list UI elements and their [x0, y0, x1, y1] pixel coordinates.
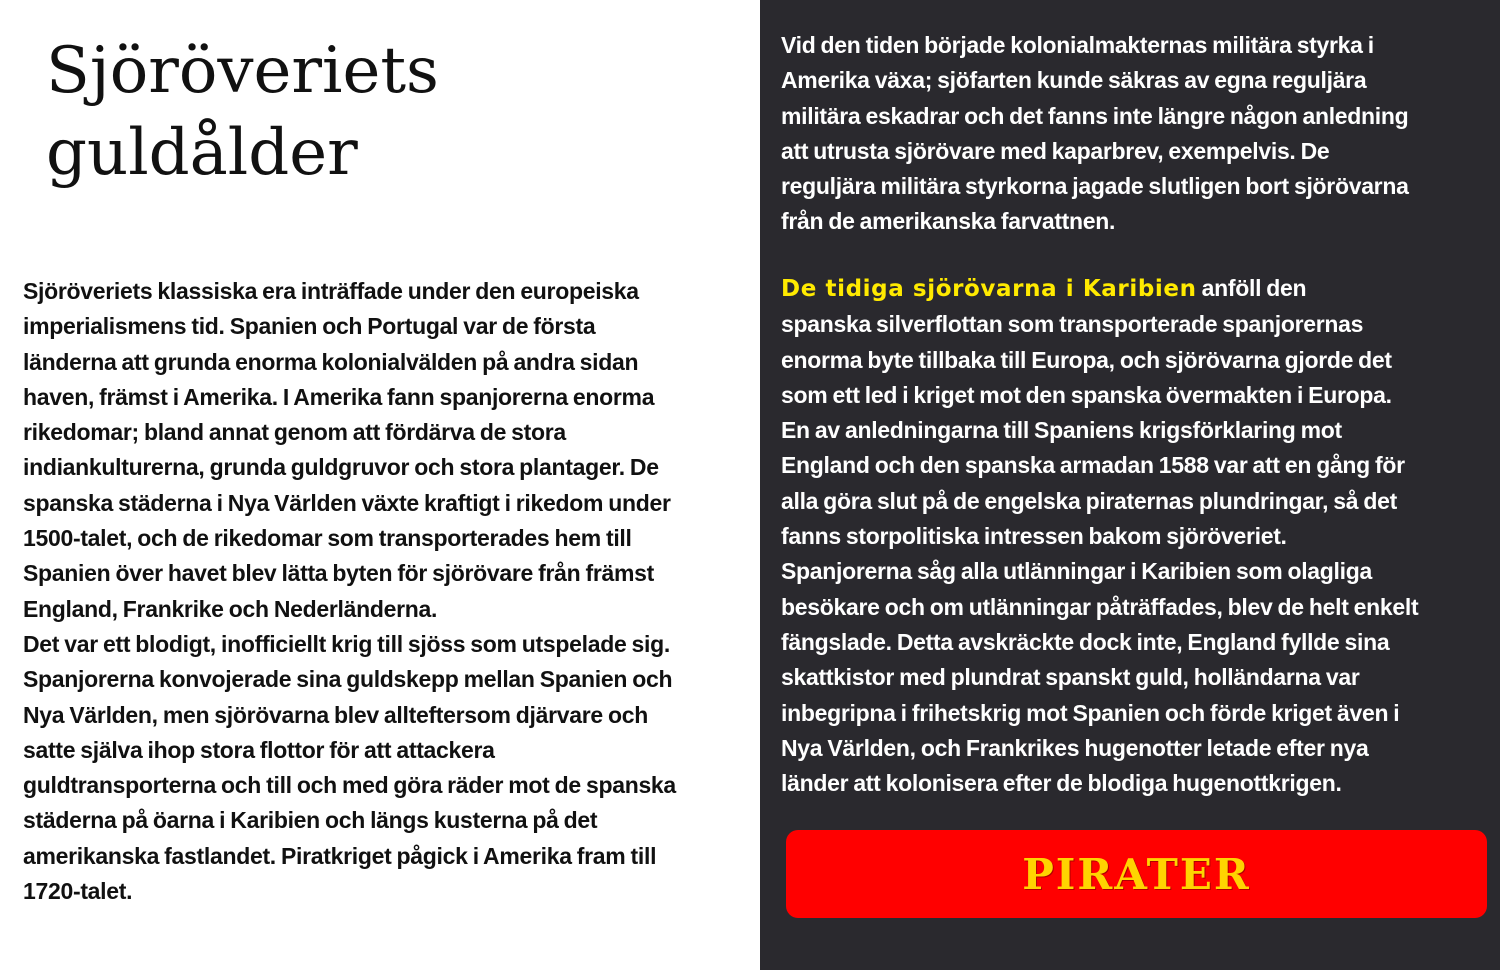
text-line: länderna att grunda enorma kolonialvälden på andra sidan: [23, 348, 639, 375]
highlight-line: [781, 271, 1418, 307]
text-line: länder att kolonisera efter de blodiga hugenottkrigen.: [781, 770, 1342, 797]
text-line: besökare och om utlänningar påträffades, blev de helt enkelt: [781, 593, 1419, 620]
text-line: satte själva ihop stora flottor för att attackera: [23, 736, 495, 763]
text-line: 1720-talet.: [23, 878, 133, 905]
text-line-rest: anföll den: [1196, 275, 1307, 301]
text-line: inbegripna i frihetskrig mot Spanien och förde kriget även i: [781, 699, 1400, 726]
text-line: fängslade. Detta avskräckte dock inte, England fyllde sina: [781, 628, 1390, 655]
text-line: 1500-talet, och de rikedomar som transporterades hem till: [23, 525, 632, 552]
left-article-text: [23, 274, 676, 909]
text-line: fanns storpolitiska intressen bakom sjöröveriet.: [781, 523, 1287, 550]
text-line: från de amerikanska farvattnen.: [781, 208, 1116, 235]
text-line: städerna på öarna i Karibien och längs kusterna på det: [23, 807, 598, 834]
text-line: amerikanska fastlandet. Piratkriget pågick i Amerika fram till: [23, 842, 657, 869]
text-line: indiankulturerna, grunda guldgruvor och stora plantager. De: [23, 454, 659, 481]
pirater-button[interactable]: [786, 830, 1487, 918]
text-line: Sjöröveriets klassiska era inträffade under den europeiska: [23, 278, 639, 304]
text-line: alla göra slut på de engelska piraternas plundringar, så det: [781, 487, 1397, 514]
text-line: skattkistor med plundrat spanskt guld, holländarna var: [781, 664, 1360, 691]
text-line: Spanjorerna konvojerade sina guldskepp mellan Spanien och: [23, 666, 673, 693]
text-line: rikedomar; bland annat genom att fördärva de stora: [23, 419, 566, 446]
text-line: Nya Världen, men sjörövarna blev allteftersom djärvare och: [23, 701, 648, 728]
text-line: England och den spanska armadan 1588 var att en gång för: [781, 452, 1405, 479]
text-line: haven, främst i Amerika. I Amerika fann spanjorerna enorma: [23, 383, 655, 410]
text-line: Spanien över havet blev lätta byten för sjörövare från främst: [23, 560, 654, 587]
text-line: enorma byte tillbaka till Europa, och sjörövarna gjorde det: [781, 346, 1392, 373]
text-line: guldtransporterna och till och med göra räder mot de spanska: [23, 772, 676, 799]
text-line: Nya Världen, och Frankrikes hugenotter letade efter nya: [781, 734, 1369, 761]
text-line: som ett led i kriget mot den spanska övermakten i Europa.: [781, 381, 1392, 408]
text-line: Spanjorerna såg alla utlänningar i Karibien som olagliga: [781, 558, 1372, 585]
text-line: England, Frankrike och Nederländerna.: [23, 595, 438, 622]
highlighted-phrase: De tidiga sjörövarna i Karibien: [781, 276, 1197, 302]
text-line: Amerika växa; sjöfarten kunde säkras av egna reguljära: [781, 67, 1367, 94]
title-line-1: Sjöröveriets: [46, 34, 439, 108]
text-line: militära eskadrar och det fanns inte längre någon anledning: [781, 102, 1409, 129]
text-line: spanska städerna i Nya Världen växte kraftigt i rikedom under: [23, 489, 671, 516]
text-line: Det var ett blodigt, inofficiellt krig till sjöss som utspelade sig.: [23, 630, 670, 657]
right-article-text-top: [781, 28, 1409, 240]
text-line: Vid den tiden började kolonialmakternas militära styrka i: [781, 32, 1374, 58]
right-article-text-bottom: [781, 271, 1418, 801]
title-line-2: guldålder: [46, 116, 358, 190]
text-line: spanska silverflottan som transporterade spanjorernas: [781, 311, 1364, 338]
text-line: reguljära militära styrkorna jagade slutligen bort sjörövarna: [781, 173, 1409, 200]
page-title: [46, 30, 726, 194]
text-line: imperialismens tid. Spanien och Portugal var de första: [23, 313, 596, 340]
pirater-button-label: PIRATER: [1022, 849, 1251, 899]
text-line: En av anledningarna till Spaniens krigsförklaring mot: [781, 417, 1342, 444]
text-line: att utrusta sjörövare med kaparbrev, exempelvis. De: [781, 137, 1330, 164]
